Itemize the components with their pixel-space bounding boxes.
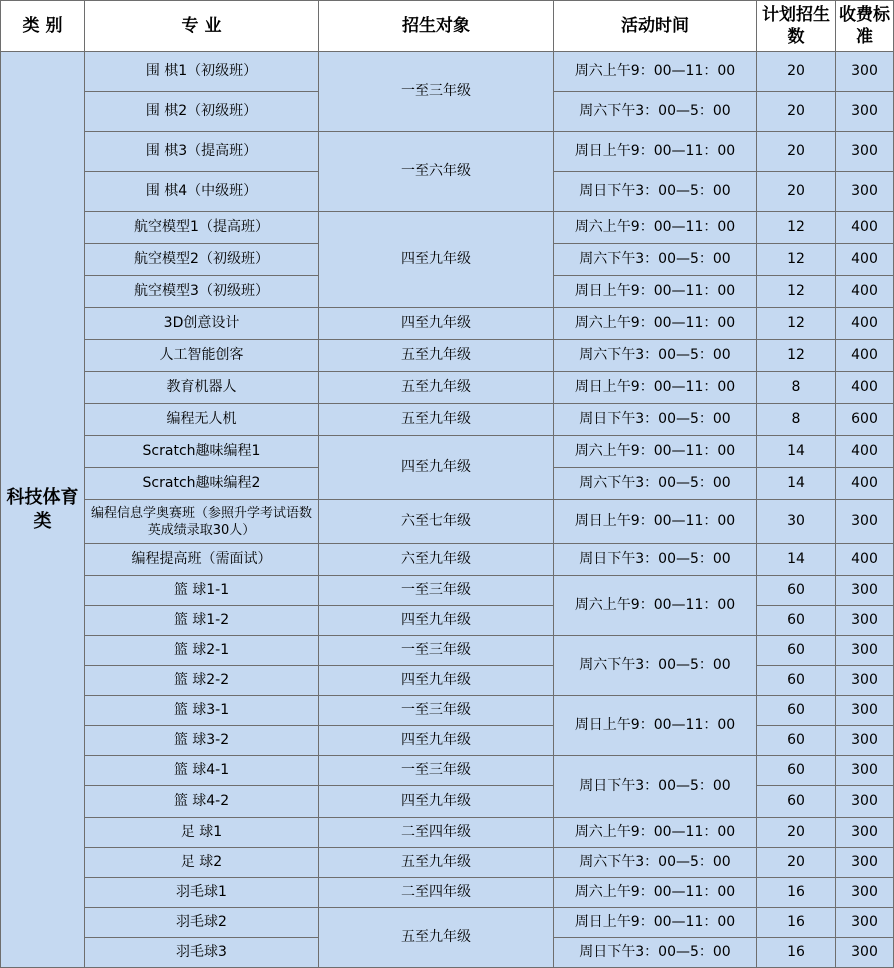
quota-cell: 60 [757, 786, 836, 818]
quota-cell: 30 [757, 500, 836, 544]
target-cell: 一至三年级 [319, 696, 554, 726]
time-cell: 周日上午9：00—11：00 [554, 908, 757, 938]
table-row [1, 908, 894, 938]
time-cell: 周日下午3：00—5：00 [554, 404, 757, 436]
target-cell: 六至七年级 [319, 500, 554, 544]
major-cell: Scratch趣味编程2 [85, 468, 319, 500]
target-cell: 一至六年级 [319, 132, 554, 212]
fee-cell: 300 [836, 756, 894, 786]
quota-cell: 20 [757, 92, 836, 132]
quota-cell: 20 [757, 848, 836, 878]
quota-cell: 60 [757, 606, 836, 636]
fee-cell: 400 [836, 212, 894, 244]
quota-cell: 8 [757, 372, 836, 404]
fee-cell: 400 [836, 308, 894, 340]
fee-cell: 400 [836, 372, 894, 404]
fee-cell: 300 [836, 666, 894, 696]
fee-cell: 300 [836, 576, 894, 606]
fee-cell: 400 [836, 436, 894, 468]
target-cell: 四至九年级 [319, 308, 554, 340]
major-cell: 3D创意设计 [85, 308, 319, 340]
major-cell: 篮 球1-2 [85, 606, 319, 636]
time-cell: 周六下午3：00—5：00 [554, 244, 757, 276]
table-row [1, 372, 894, 404]
major-cell: 篮 球1-1 [85, 576, 319, 606]
quota-cell: 60 [757, 756, 836, 786]
header-row [1, 1, 894, 52]
time-cell: 周日上午9：00—11：00 [554, 696, 757, 756]
major-cell: 航空模型3（初级班） [85, 276, 319, 308]
quota-cell: 60 [757, 726, 836, 756]
major-cell: 篮 球4-1 [85, 756, 319, 786]
table-row [1, 606, 894, 636]
table-row [1, 212, 894, 244]
time-cell: 周六下午3：00—5：00 [554, 468, 757, 500]
quota-cell: 20 [757, 132, 836, 172]
major-cell: 围 棋4（中级班） [85, 172, 319, 212]
fee-cell: 400 [836, 468, 894, 500]
major-cell: 篮 球2-2 [85, 666, 319, 696]
fee-cell: 400 [836, 276, 894, 308]
fee-cell: 300 [836, 878, 894, 908]
time-cell: 周日上午9：00—11：00 [554, 132, 757, 172]
quota-cell: 16 [757, 908, 836, 938]
major-cell: 教育机器人 [85, 372, 319, 404]
quota-cell: 20 [757, 52, 836, 92]
table-row [1, 786, 894, 818]
major-cell: 篮 球2-1 [85, 636, 319, 666]
fee-cell: 300 [836, 500, 894, 544]
quota-cell: 60 [757, 636, 836, 666]
table-row [1, 726, 894, 756]
major-cell: 篮 球3-2 [85, 726, 319, 756]
target-cell: 二至四年级 [319, 818, 554, 848]
time-cell: 周日上午9：00—11：00 [554, 500, 757, 544]
target-cell: 二至四年级 [319, 878, 554, 908]
target-cell: 四至九年级 [319, 666, 554, 696]
time-cell: 周六上午9：00—11：00 [554, 308, 757, 340]
major-cell: 篮 球3-1 [85, 696, 319, 726]
target-cell: 四至九年级 [319, 726, 554, 756]
table-row [1, 340, 894, 372]
target-cell: 五至九年级 [319, 848, 554, 878]
time-cell: 周日上午9：00—11：00 [554, 372, 757, 404]
time-cell: 周日上午9：00—11：00 [554, 276, 757, 308]
target-cell: 一至三年级 [319, 636, 554, 666]
table-row [1, 756, 894, 786]
fee-cell: 300 [836, 606, 894, 636]
table-row [1, 132, 894, 172]
table-row [1, 636, 894, 666]
quota-cell: 8 [757, 404, 836, 436]
table-row [1, 576, 894, 606]
header-category: 类 别 [1, 1, 85, 52]
target-cell: 一至三年级 [319, 52, 554, 132]
fee-cell: 400 [836, 544, 894, 576]
fee-cell: 300 [836, 818, 894, 848]
time-cell: 周六下午3：00—5：00 [554, 92, 757, 132]
header-major: 专 业 [85, 1, 319, 52]
major-cell: 围 棋1（初级班） [85, 52, 319, 92]
table-row [1, 404, 894, 436]
quota-cell: 12 [757, 244, 836, 276]
time-cell: 周六上午9：00—11：00 [554, 818, 757, 848]
table-row [1, 500, 894, 544]
fee-cell: 300 [836, 52, 894, 92]
quota-cell: 14 [757, 436, 836, 468]
quota-cell: 20 [757, 172, 836, 212]
quota-cell: 12 [757, 340, 836, 372]
major-cell: 围 棋3（提高班） [85, 132, 319, 172]
major-cell: 航空模型2（初级班） [85, 244, 319, 276]
fee-cell: 400 [836, 340, 894, 372]
table-row [1, 666, 894, 696]
fee-cell: 300 [836, 786, 894, 818]
major-cell: 航空模型1（提高班） [85, 212, 319, 244]
quota-cell: 12 [757, 276, 836, 308]
quota-cell: 20 [757, 818, 836, 848]
quota-cell: 60 [757, 576, 836, 606]
major-cell: 篮 球4-2 [85, 786, 319, 818]
quota-cell: 16 [757, 878, 836, 908]
quota-cell: 14 [757, 544, 836, 576]
header-fee: 收费标准 [836, 1, 894, 52]
time-cell: 周六上午9：00—11：00 [554, 52, 757, 92]
major-cell: 羽毛球3 [85, 938, 319, 968]
quota-cell: 12 [757, 308, 836, 340]
target-cell: 五至九年级 [319, 404, 554, 436]
fee-cell: 400 [836, 244, 894, 276]
header-target: 招生对象 [319, 1, 554, 52]
quota-cell: 16 [757, 938, 836, 968]
major-cell: 编程无人机 [85, 404, 319, 436]
target-cell: 四至九年级 [319, 606, 554, 636]
fee-cell: 300 [836, 848, 894, 878]
table-row [1, 878, 894, 908]
time-cell: 周六下午3：00—5：00 [554, 636, 757, 696]
quota-cell: 12 [757, 212, 836, 244]
fee-cell: 600 [836, 404, 894, 436]
fee-cell: 300 [836, 938, 894, 968]
target-cell: 一至三年级 [319, 756, 554, 786]
table-row [1, 436, 894, 468]
target-cell: 四至九年级 [319, 786, 554, 818]
header-quota: 计划招生数 [757, 1, 836, 52]
table-row [1, 848, 894, 878]
table-row [1, 818, 894, 848]
fee-cell: 300 [836, 908, 894, 938]
major-cell: 围 棋2（初级班） [85, 92, 319, 132]
time-cell: 周日下午3：00—5：00 [554, 756, 757, 818]
table-row [1, 52, 894, 92]
header-time: 活动时间 [554, 1, 757, 52]
time-cell: 周日下午3：00—5：00 [554, 938, 757, 968]
fee-cell: 300 [836, 696, 894, 726]
major-cell: 编程信息学奥赛班（参照升学考试语数英成绩录取30人） [85, 500, 319, 544]
fee-cell: 300 [836, 132, 894, 172]
table-row [1, 544, 894, 576]
quota-cell: 60 [757, 666, 836, 696]
time-cell: 周六下午3：00—5：00 [554, 340, 757, 372]
target-cell: 五至九年级 [319, 340, 554, 372]
time-cell: 周六上午9：00—11：00 [554, 212, 757, 244]
time-cell: 周六上午9：00—11：00 [554, 878, 757, 908]
target-cell: 一至三年级 [319, 576, 554, 606]
target-cell: 四至九年级 [319, 436, 554, 500]
target-cell: 四至九年级 [319, 212, 554, 308]
fee-cell: 300 [836, 636, 894, 666]
target-cell: 五至九年级 [319, 908, 554, 968]
time-cell: 周六上午9：00—11：00 [554, 436, 757, 468]
fee-cell: 300 [836, 726, 894, 756]
major-cell: 编程提高班（需面试） [85, 544, 319, 576]
fee-cell: 300 [836, 172, 894, 212]
table-row [1, 308, 894, 340]
quota-cell: 14 [757, 468, 836, 500]
major-cell: 人工智能创客 [85, 340, 319, 372]
category-cell: 科技体育类 [1, 52, 85, 968]
major-cell: 足 球1 [85, 818, 319, 848]
time-cell: 周日下午3：00—5：00 [554, 544, 757, 576]
time-cell: 周六上午9：00—11：00 [554, 576, 757, 636]
major-cell: 足 球2 [85, 848, 319, 878]
time-cell: 周六下午3：00—5：00 [554, 848, 757, 878]
quota-cell: 60 [757, 696, 836, 726]
target-cell: 六至九年级 [319, 544, 554, 576]
table-row [1, 696, 894, 726]
target-cell: 五至九年级 [319, 372, 554, 404]
major-cell: Scratch趣味编程1 [85, 436, 319, 468]
major-cell: 羽毛球1 [85, 878, 319, 908]
major-cell: 羽毛球2 [85, 908, 319, 938]
time-cell: 周日下午3：00—5：00 [554, 172, 757, 212]
fee-cell: 300 [836, 92, 894, 132]
